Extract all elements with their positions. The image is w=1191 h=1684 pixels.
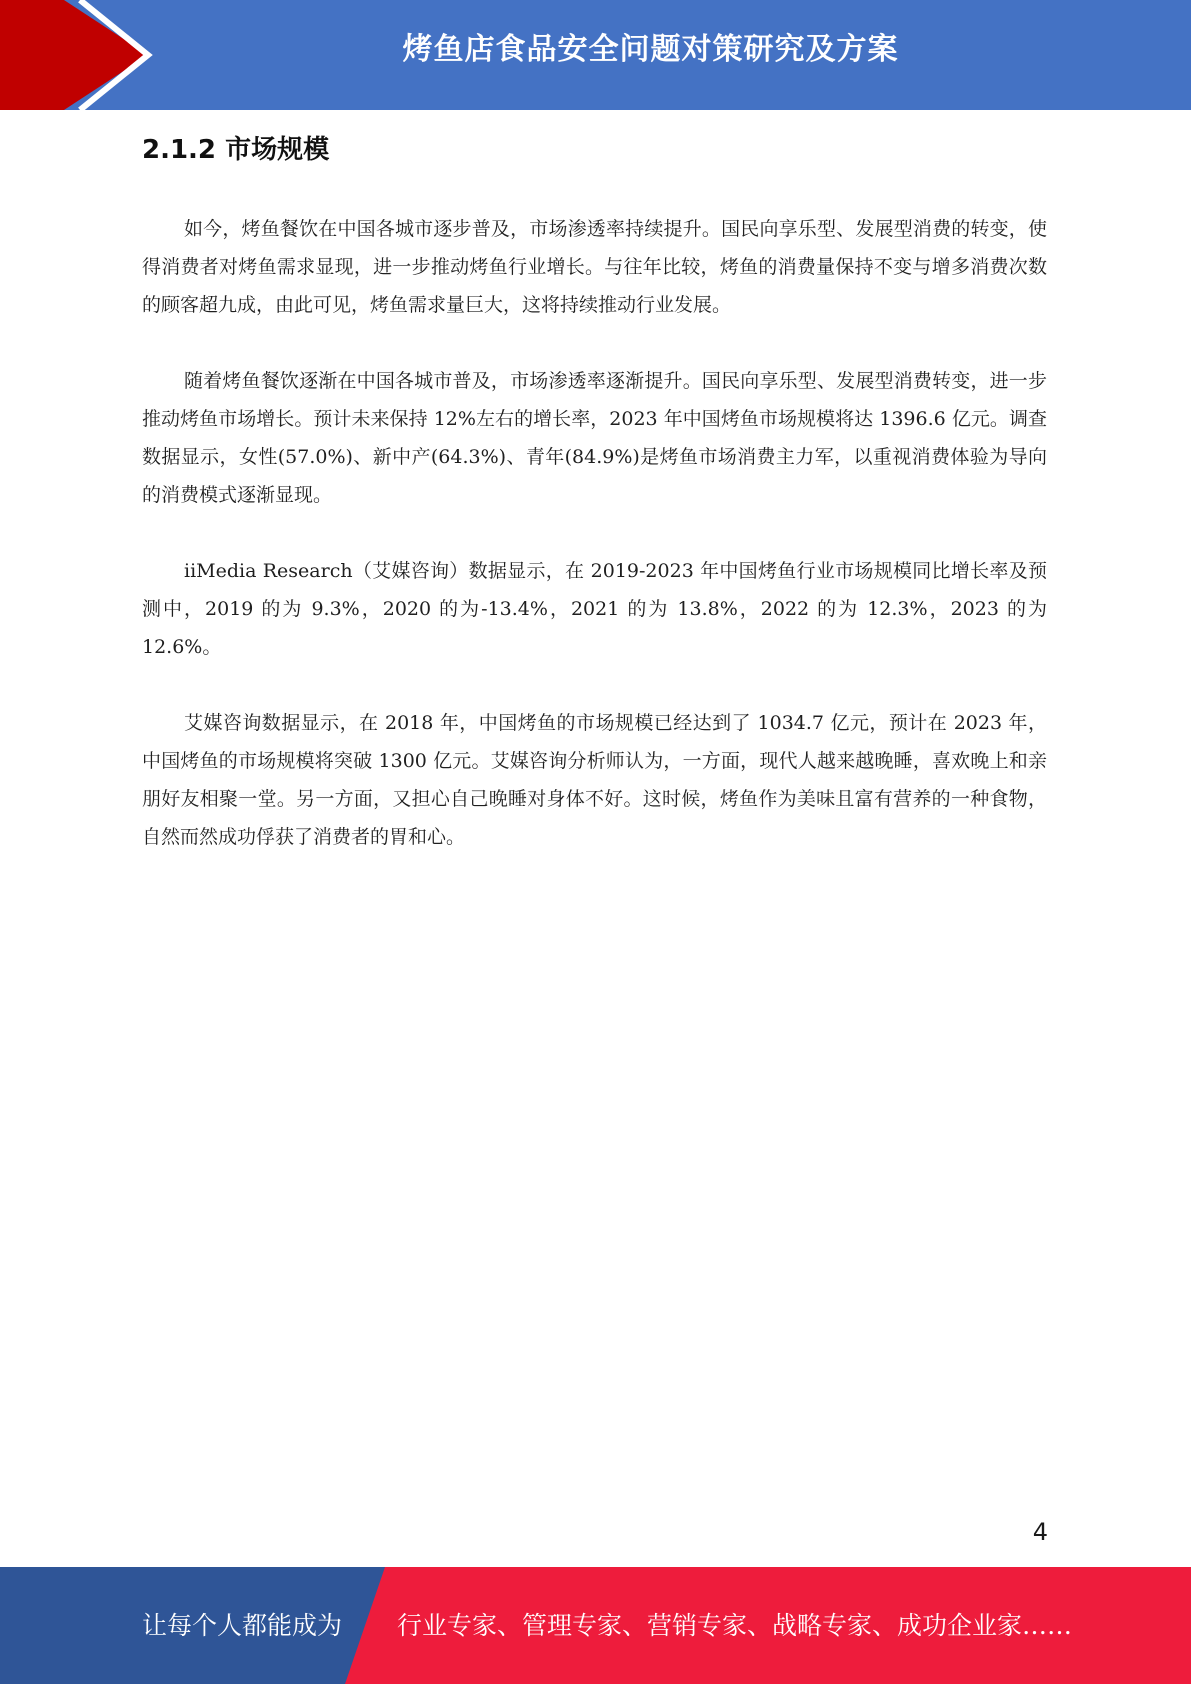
page-number: 4 bbox=[1032, 1518, 1048, 1546]
footer-slogan-left: 让每个人都能成为 bbox=[142, 1611, 343, 1640]
section-heading: 2.1.2 市场规模 bbox=[142, 135, 330, 165]
header-red-arrow bbox=[0, 0, 148, 110]
paragraph-1: 如今，烤鱼餐饮在中国各城市逐步普及，市场渗透率持续提升。国民向享乐型、发展型消费的转变，使得消费者对烤鱼需求显现，进一步推动烤鱼行业增长。与往年比较，烤鱼的消费量保持不变与增多消费次数的顾客超九成，由此可见，烤鱼需求量巨大，这将持续推动行业发展。 bbox=[142, 218, 1047, 316]
footer-slogan-right: 行业专家、管理专家、营销专家、战略专家、成功企业家…… bbox=[397, 1611, 1073, 1640]
paragraph-3: iiMedia Research（艾媒咨询）数据显示，在 2019-2023 年中国烤鱼行业市场规模同比增长率及预测中，2019 的为 9.3%，2020 的为-13.4%，2021 的为 13.8%，2022 的为 12.3%，2023 的为 12.6%。 bbox=[142, 560, 1047, 658]
paragraph-4: 艾媒咨询数据显示，在 2018 年，中国烤鱼的市场规模已经达到了 1034.7 亿元，预计在 2023 年，中国烤鱼的市场规模将突破 1300 亿元。艾媒咨询分析师认为，一方面，现代人越来越晚睡，喜欢晚上和亲朋好友相聚一堂。另一方面，又担心自己晚睡对身体不好。这时候，烤鱼作为美味且富有营养的一种食物，自然而然成功俘获了消费者的胃和心。 bbox=[142, 712, 1047, 848]
document-title: 烤鱼店食品安全问题对策研究及方案 bbox=[402, 32, 899, 67]
page-footer bbox=[0, 1567, 1191, 1684]
paragraph-2: 随着烤鱼餐饮逐渐在中国各城市普及，市场渗透率逐渐提升。国民向享乐型、发展型消费转变，进一步推动烤鱼市场增长。预计未来保持 12%左右的增长率，2023 年中国烤鱼市场规模将达 1396.6 亿元。调查数据显示，女性(57.0%)、新中产(64.3%)、青年(84.9%)是烤鱼市场消费主力军，以重视消费体验为导向的消费模式逐渐显现。 bbox=[142, 370, 1047, 506]
main-content bbox=[142, 128, 1047, 894]
page-header bbox=[0, 0, 1191, 110]
